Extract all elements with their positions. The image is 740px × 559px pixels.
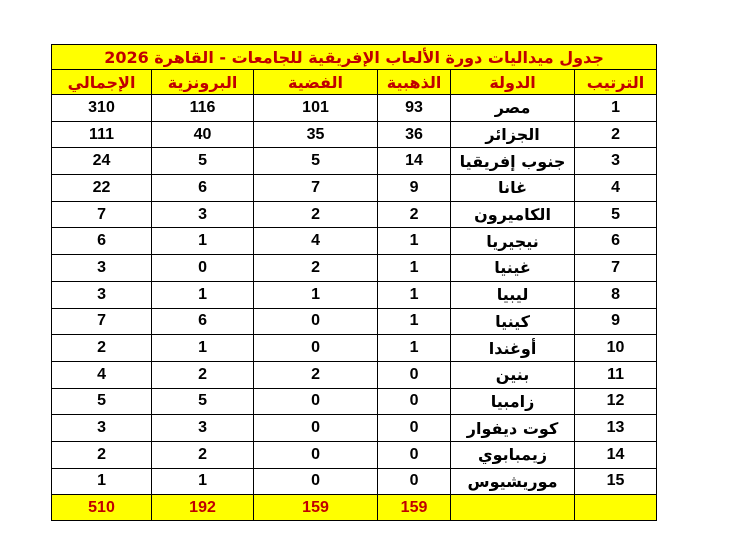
bronze-cell: 3 — [152, 201, 254, 228]
header-silver: الفضية — [254, 70, 378, 95]
table-body — [52, 45, 657, 521]
total-cell: 111 — [52, 121, 152, 148]
table-row — [52, 335, 657, 362]
total-cell: 2 — [52, 441, 152, 468]
totals-total-cell: 510 — [52, 495, 152, 521]
silver-cell: 35 — [254, 121, 378, 148]
silver-cell: 2 — [254, 201, 378, 228]
total-cell: 22 — [52, 175, 152, 202]
rank-cell: 8 — [575, 281, 657, 308]
table-row — [52, 175, 657, 202]
total-cell: 4 — [52, 361, 152, 388]
title-row — [52, 45, 657, 70]
table-row — [52, 441, 657, 468]
silver-cell: 101 — [254, 95, 378, 122]
header-rank: الترتيب — [575, 70, 657, 95]
medal-table — [51, 44, 657, 521]
rank-cell: 12 — [575, 388, 657, 415]
bronze-cell: 5 — [152, 388, 254, 415]
country-cell: نيجيريا — [451, 228, 575, 255]
country-cell: مصر — [451, 95, 575, 122]
totals-row — [52, 495, 657, 521]
table-row — [52, 281, 657, 308]
silver-cell: 4 — [254, 228, 378, 255]
country-cell: ليبيا — [451, 281, 575, 308]
table-title: جدول ميداليات دورة الألعاب الإفريقية للجامعات - القاهرة 2026 — [52, 45, 657, 70]
bronze-cell: 116 — [152, 95, 254, 122]
silver-cell: 0 — [254, 415, 378, 442]
silver-cell: 0 — [254, 388, 378, 415]
bronze-cell: 40 — [152, 121, 254, 148]
bronze-cell: 6 — [152, 175, 254, 202]
table-row — [52, 228, 657, 255]
gold-cell: 1 — [378, 281, 451, 308]
gold-cell: 0 — [378, 388, 451, 415]
rank-cell: 11 — [575, 361, 657, 388]
total-cell: 7 — [52, 308, 152, 335]
bronze-cell: 0 — [152, 255, 254, 282]
rank-cell: 10 — [575, 335, 657, 362]
totals-rank-cell — [575, 495, 657, 521]
bronze-cell: 2 — [152, 361, 254, 388]
silver-cell: 0 — [254, 441, 378, 468]
totals-silver-cell: 159 — [254, 495, 378, 521]
silver-cell: 5 — [254, 148, 378, 175]
total-cell: 7 — [52, 201, 152, 228]
rank-cell: 6 — [575, 228, 657, 255]
gold-cell: 1 — [378, 308, 451, 335]
rank-cell: 14 — [575, 441, 657, 468]
bronze-cell: 3 — [152, 415, 254, 442]
silver-cell: 1 — [254, 281, 378, 308]
country-cell: الكاميرون — [451, 201, 575, 228]
table-row — [52, 415, 657, 442]
country-cell: جنوب إفريقيا — [451, 148, 575, 175]
total-cell: 310 — [52, 95, 152, 122]
gold-cell: 14 — [378, 148, 451, 175]
bronze-cell: 5 — [152, 148, 254, 175]
rank-cell: 1 — [575, 95, 657, 122]
totals-country-cell — [451, 495, 575, 521]
header-total: الإجمالي — [52, 70, 152, 95]
country-cell: موريشيوس — [451, 468, 575, 495]
bronze-cell: 1 — [152, 468, 254, 495]
silver-cell: 0 — [254, 468, 378, 495]
table-row — [52, 361, 657, 388]
rank-cell: 2 — [575, 121, 657, 148]
rank-cell: 5 — [575, 201, 657, 228]
gold-cell: 1 — [378, 255, 451, 282]
country-cell: أوغندا — [451, 335, 575, 362]
gold-cell: 36 — [378, 121, 451, 148]
total-cell: 6 — [52, 228, 152, 255]
gold-cell: 0 — [378, 361, 451, 388]
rank-cell: 4 — [575, 175, 657, 202]
total-cell: 5 — [52, 388, 152, 415]
country-cell: زامبيا — [451, 388, 575, 415]
header-gold: الذهبية — [378, 70, 451, 95]
country-cell: الجزائر — [451, 121, 575, 148]
gold-cell: 1 — [378, 228, 451, 255]
bronze-cell: 6 — [152, 308, 254, 335]
silver-cell: 7 — [254, 175, 378, 202]
gold-cell: 0 — [378, 468, 451, 495]
country-cell: غينيا — [451, 255, 575, 282]
gold-cell: 1 — [378, 335, 451, 362]
total-cell: 24 — [52, 148, 152, 175]
country-cell: كوت ديفوار — [451, 415, 575, 442]
header-bronze: البرونزية — [152, 70, 254, 95]
table-row — [52, 468, 657, 495]
bronze-cell: 1 — [152, 335, 254, 362]
rank-cell: 9 — [575, 308, 657, 335]
country-cell: غانا — [451, 175, 575, 202]
totals-gold-cell: 159 — [378, 495, 451, 521]
gold-cell: 2 — [378, 201, 451, 228]
silver-cell: 0 — [254, 335, 378, 362]
silver-cell: 2 — [254, 255, 378, 282]
total-cell: 3 — [52, 255, 152, 282]
header-row — [52, 70, 657, 95]
bronze-cell: 1 — [152, 281, 254, 308]
table-row — [52, 308, 657, 335]
total-cell: 1 — [52, 468, 152, 495]
total-cell: 2 — [52, 335, 152, 362]
silver-cell: 0 — [254, 308, 378, 335]
rank-cell: 13 — [575, 415, 657, 442]
total-cell: 3 — [52, 415, 152, 442]
table-row — [52, 255, 657, 282]
gold-cell: 0 — [378, 441, 451, 468]
bronze-cell: 2 — [152, 441, 254, 468]
table-row — [52, 201, 657, 228]
table-row — [52, 95, 657, 122]
table-row — [52, 121, 657, 148]
country-cell: كينيا — [451, 308, 575, 335]
gold-cell: 0 — [378, 415, 451, 442]
bronze-cell: 1 — [152, 228, 254, 255]
gold-cell: 9 — [378, 175, 451, 202]
rank-cell: 7 — [575, 255, 657, 282]
country-cell: زيمبابوي — [451, 441, 575, 468]
silver-cell: 2 — [254, 361, 378, 388]
totals-bronze-cell: 192 — [152, 495, 254, 521]
rank-cell: 3 — [575, 148, 657, 175]
country-cell: بنين — [451, 361, 575, 388]
table-row — [52, 388, 657, 415]
total-cell: 3 — [52, 281, 152, 308]
header-country: الدولة — [451, 70, 575, 95]
table-row — [52, 148, 657, 175]
gold-cell: 93 — [378, 95, 451, 122]
rank-cell: 15 — [575, 468, 657, 495]
